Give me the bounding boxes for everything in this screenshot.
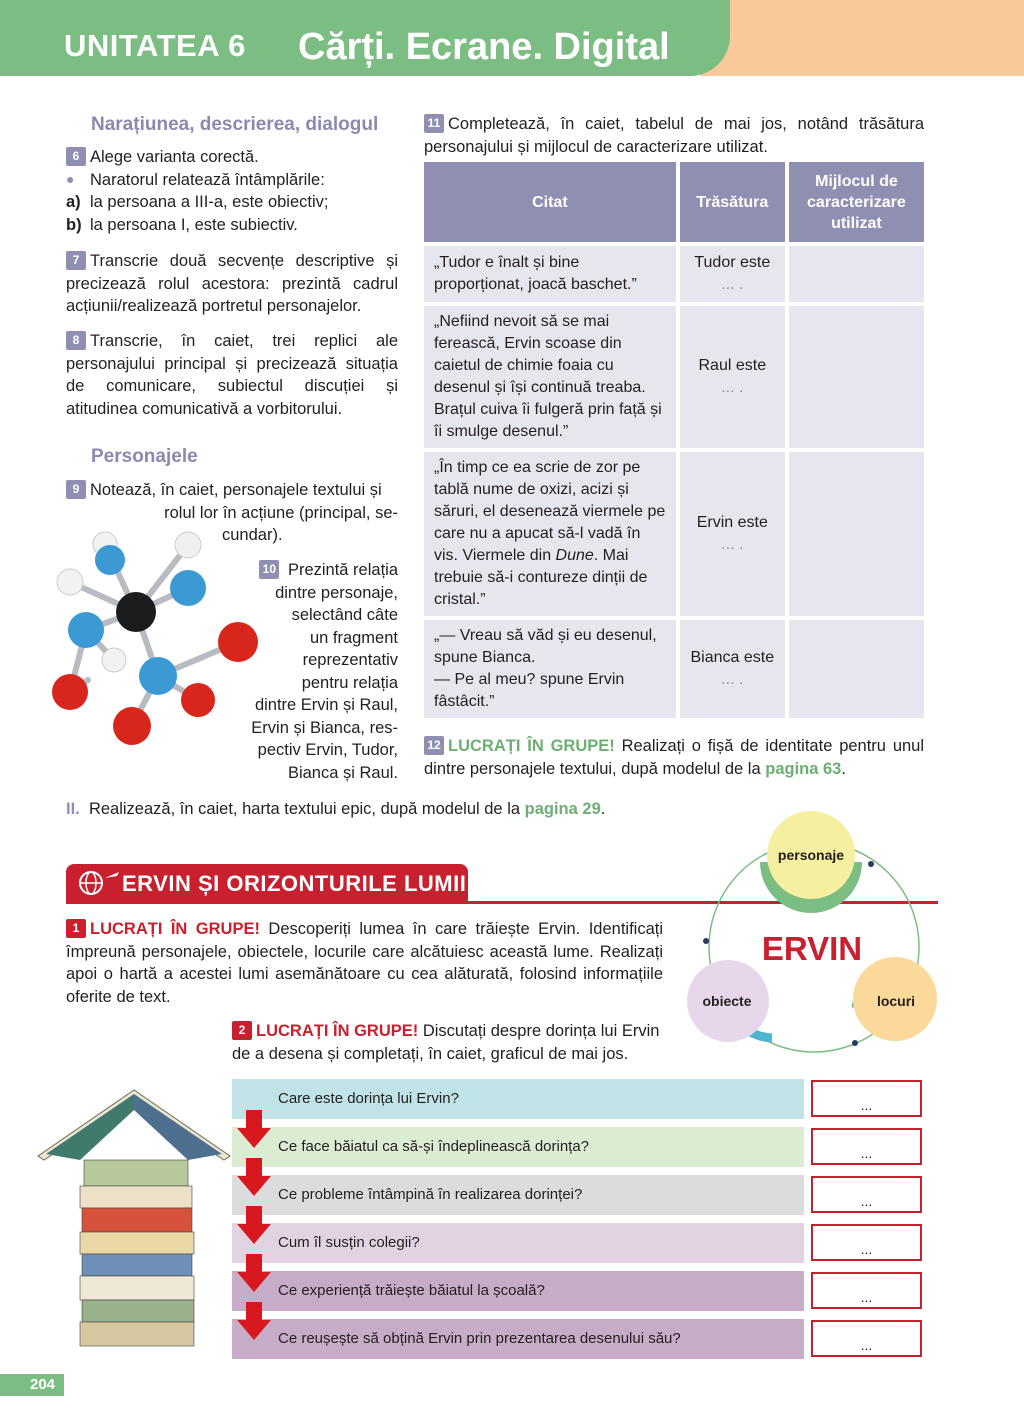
- map-node-label: locuri: [876, 993, 916, 1009]
- exercise-12-text: Realizați o fișă de identitate pentru unul dintre personajele textului, după modelul de la: [424, 737, 925, 778]
- arrow-down-icon: [237, 1206, 271, 1244]
- arrow-down-icon: [237, 1158, 271, 1196]
- activity-2-text: Discutați despre dorința lui Ervin de a desena și completați, în caiet, graficul de mai jos.: [232, 1022, 660, 1063]
- globe-icon: [75, 866, 121, 900]
- table-header-trait: Trăsătura: [680, 162, 785, 242]
- exercise-10: [180, 559, 398, 784]
- table-cell-trait: Bianca este ... .: [680, 620, 785, 718]
- table-cell-quote: „Nefiind nevoit să se mai ferească, Ervin scoase din caietul de chimie foaia cu desenul și își continuă treaba. Brațul cuiva îi fulgeră prin față și îi smulge desenul.”: [424, 306, 676, 448]
- arrow-down-icon: [237, 1302, 271, 1340]
- flow-question: Ce face băiatul ca să-și îndeplinească dorința?: [232, 1127, 804, 1167]
- section-title-narration: Narațiunea, descrierea, dialogul: [91, 114, 379, 135]
- group-work-label: LUCRAȚI ÎN GRUPE!: [90, 920, 260, 938]
- table-row: [424, 452, 924, 616]
- answer-box[interactable]: ...: [811, 1320, 922, 1357]
- table-cell-quote: „— Vreau să văd și eu desenul, spune Bianca. — Pe al meu? spune Ervin fâstâcit.”: [424, 620, 676, 718]
- arrow-down-icon: [237, 1254, 271, 1292]
- table-row: [424, 306, 924, 448]
- option-a-text: la persoana a III-a, este obiectiv;: [90, 193, 329, 211]
- exercise-12: 12 LUCRAȚI ÎN GRUPE! Realizați o fișă de identitate pentru unul dintre personajele textului, după modelul de la pagina 63.: [424, 737, 925, 778]
- exercise-number: 12: [424, 736, 444, 755]
- exercise-10-line: Bianca și Raul.: [287, 763, 398, 782]
- activity-2: [232, 1020, 664, 1065]
- exercise-11-text: Completează, în caiet, tabelul de mai jos, notând trăsătura personajului și mijlocul de caracterizare utilizat.: [424, 115, 924, 156]
- flow-question: Cum îl susțin colegii?: [232, 1223, 804, 1263]
- flow-question: Ce probleme întâmpină în realizarea dorinței?: [232, 1175, 804, 1215]
- activity-number: 2: [232, 1021, 252, 1040]
- table-row: [424, 246, 924, 302]
- exercise-number: 6: [66, 147, 86, 166]
- table-cell-empty: [789, 452, 924, 616]
- exercise-11: [424, 113, 924, 158]
- table-cell-empty: [789, 246, 924, 302]
- group-work-label: LUCRAȚI ÎN GRUPE!: [256, 1022, 419, 1040]
- map-node-label: obiecte: [702, 993, 752, 1009]
- traits-table: [420, 158, 928, 722]
- page-title: Cărți. Ecrane. Digital: [298, 26, 670, 68]
- map-center-label: ERVIN: [761, 930, 863, 967]
- exercise-number: 8: [66, 331, 86, 350]
- page-link[interactable]: pagina 29: [524, 800, 601, 818]
- table-header-quote: Citat: [424, 162, 676, 242]
- map-node-label: personaje: [777, 847, 845, 863]
- page-number: 204: [30, 1376, 56, 1393]
- activity-number: 1: [66, 919, 86, 938]
- exercise-7-text: Transcrie două secvențe descriptive și precizează rolul acestora: prezintă cadrul acțiunii/realizează portretul personajelor.: [66, 252, 398, 315]
- answer-box[interactable]: ...: [811, 1272, 922, 1309]
- exercise-10-line: selectând câte: [291, 606, 398, 624]
- exercise-7: [66, 250, 398, 318]
- books-house-illustration: [36, 1080, 232, 1350]
- answer-box[interactable]: ...: [811, 1080, 922, 1117]
- exercise-number: 9: [66, 480, 86, 499]
- exercise-6: [66, 146, 398, 236]
- header-accent-band: [700, 0, 1024, 76]
- answer-box[interactable]: ...: [811, 1128, 922, 1165]
- exercise-9-line2: rolul lor în acțiune (principal, se-: [164, 503, 398, 522]
- option-b-text: la persoana I, este subiectiv.: [90, 215, 298, 234]
- table-cell-trait: Raul este ... .: [680, 306, 785, 448]
- table-cell-trait: Ervin este ... .: [680, 452, 785, 616]
- exercise-8: [66, 330, 398, 420]
- answer-box[interactable]: ...: [811, 1176, 922, 1213]
- flow-question: Ce reușește să obțină Ervin prin prezentarea desenului său?: [232, 1319, 804, 1359]
- exercise-10-line: reprezentativ: [302, 651, 398, 669]
- exercise-10-line: un fragment: [309, 628, 398, 647]
- table-cell-empty: [789, 620, 924, 718]
- exercise-10-line: Ervin și Bianca, res-: [251, 718, 398, 737]
- part-ii-text: Realizează, în caiet, harta textului epic, după modelul de la: [88, 800, 521, 818]
- option-a-label: a): [66, 193, 81, 211]
- section-title-characters: Personajele: [91, 446, 198, 467]
- arrow-down-icon: [237, 1110, 271, 1148]
- table-header-means: Mijlocul de caracterizare utilizat: [789, 162, 924, 242]
- table-cell-quote: „În timp ce ea scrie de zor pe tablă nume de oxizi, acizi și săruri, el desenează viermele pe care nu a apucat să-l vadă în vis. Viermele din Dune. Mai trebuie să-i contureze dinții de cristal.”: [424, 452, 676, 616]
- exercise-9-line3: cundar).: [222, 526, 283, 544]
- exercise-6-bullet: Naratorul relatează întâmplările:: [90, 170, 325, 189]
- answer-box[interactable]: ...: [811, 1224, 922, 1261]
- part-ii: II. Realizează, în caiet, harta textului epic, după modelul de la pagina 29.: [66, 800, 606, 818]
- group-work-label: LUCRAȚI ÎN GRUPE!: [448, 737, 615, 755]
- table-cell-empty: [789, 306, 924, 448]
- table-row: [424, 620, 924, 718]
- table-cell-trait: Tudor este ... .: [680, 246, 785, 302]
- exercise-number: 10: [259, 560, 279, 579]
- activity-1: [66, 918, 663, 1008]
- exercise-10-line: Prezintă relația: [287, 561, 398, 579]
- exercise-10-line: pectiv Ervin, Tudor,: [257, 741, 398, 759]
- exercise-number: 7: [66, 251, 86, 270]
- table-cell-quote: „Tudor e înalt și bine proporționat, joacă baschet.”: [424, 246, 676, 302]
- exercise-9-line1: Notează, în caiet, personajele textului și: [90, 481, 382, 499]
- ervin-world-map: [680, 810, 970, 1060]
- option-b-label: b): [66, 215, 82, 234]
- bullet-icon: ●: [66, 170, 75, 187]
- part-ii-label: II.: [66, 800, 80, 818]
- exercise-number: 11: [424, 114, 444, 133]
- flow-question: Care este dorința lui Ervin?: [232, 1079, 804, 1119]
- page-link[interactable]: pagina 63: [765, 759, 842, 778]
- exercise-10-line: dintre personaje,: [275, 583, 398, 602]
- exercise-8-text: Transcrie, în caiet, trei replici ale personajului principal și precizează situația de comunicare, subiectul discuției și atitudinea comunicativă a vorbitorului.: [66, 332, 398, 418]
- exercise-10-line: pentru relația: [301, 673, 398, 692]
- exercise-6-text: Alege varianta corectă.: [90, 148, 259, 166]
- unit-label: UNITATEA 6: [64, 28, 246, 63]
- exercise-10-line: dintre Ervin și Raul,: [254, 696, 398, 714]
- activity-1-text: Descoperiți lumea în care trăiește Ervin. Identificați împreună personajele, obiectele, locurile care alcătuiesc această lume. Realizați apoi o hartă a acestei lumi asemănătoare cu cea alăturată, folosind informațiile oferite de text.: [66, 920, 663, 1006]
- banner-title: ERVIN ȘI ORIZONTURILE LUMII: [122, 871, 467, 896]
- flow-question: Ce experiență trăiește băiatul la școală?: [232, 1271, 804, 1311]
